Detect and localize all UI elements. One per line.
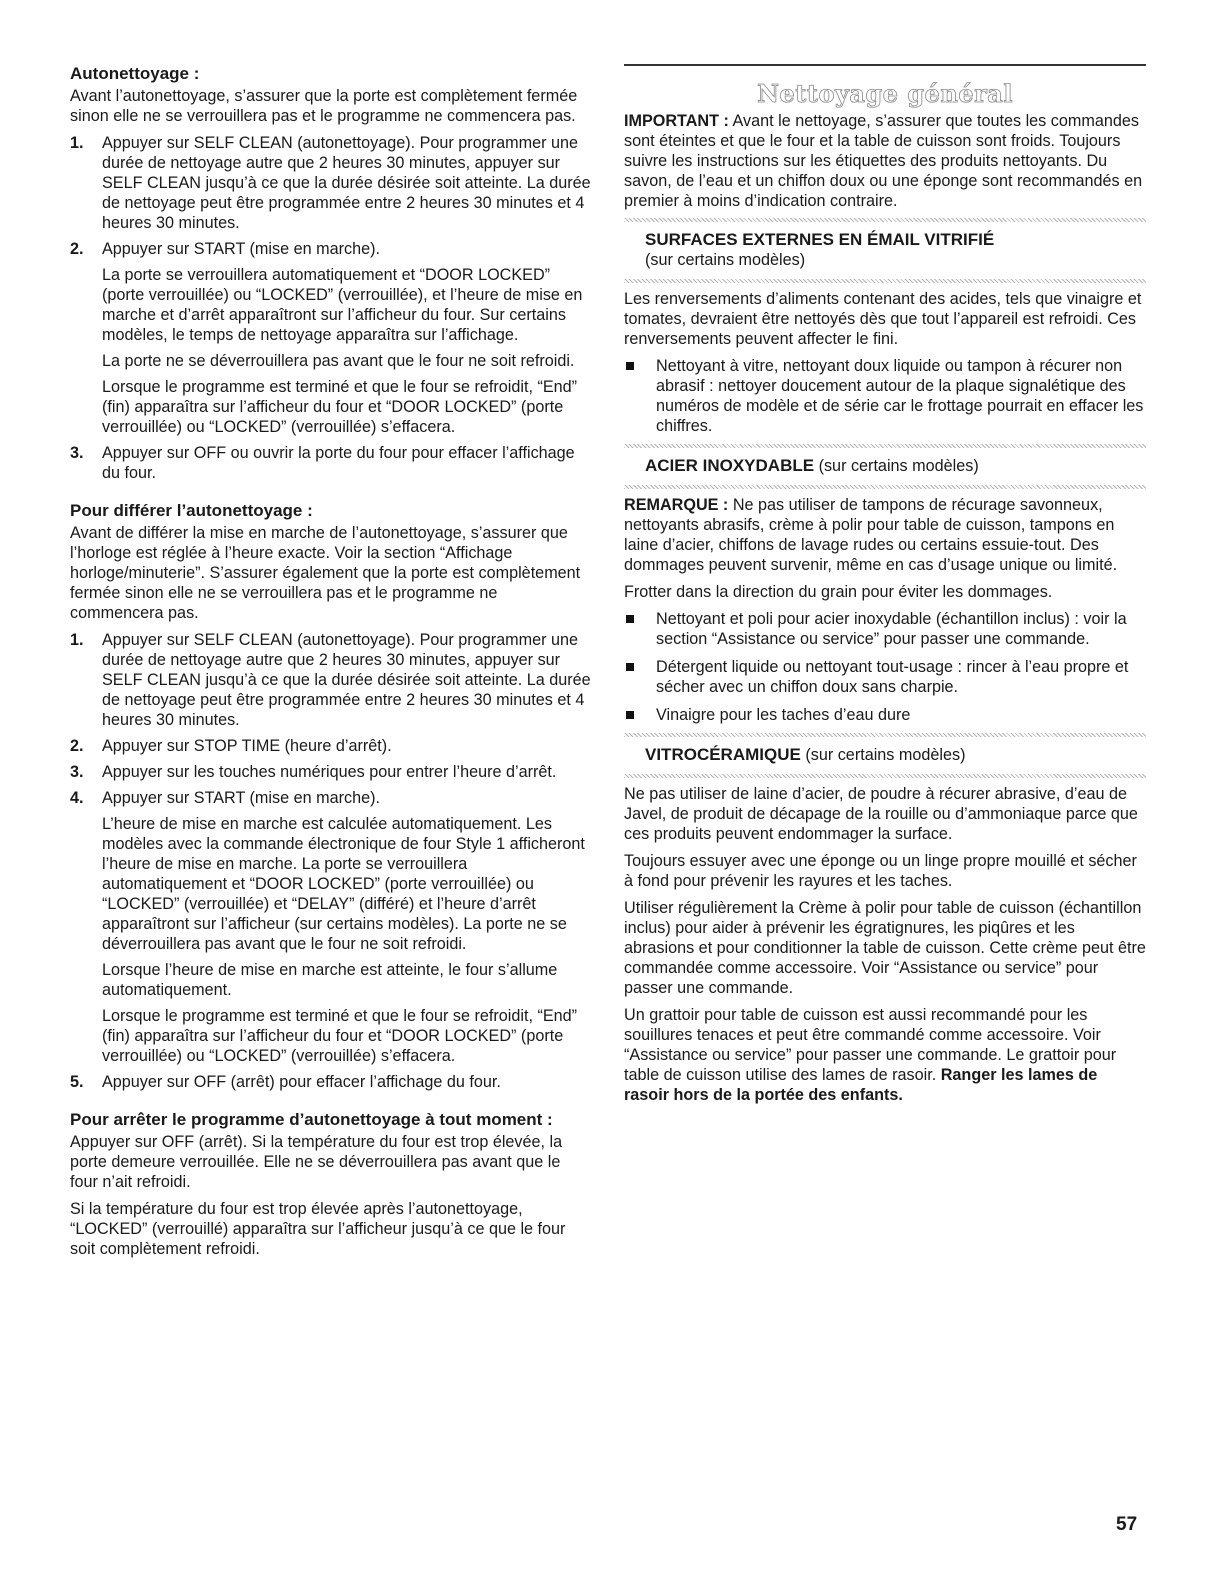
list-item (70, 736, 592, 756)
remark-note (624, 495, 1146, 575)
page-title: Nettoyage général (757, 79, 1013, 108)
paragraph: Si la température du four est trop élevée après l’autonettoyage, “LOCKED” (verrouillé) apparaîtra sur l’afficheur jusqu’à ce que le four soit complètement refroidi. (70, 1200, 566, 1258)
bullet-list (624, 356, 1146, 436)
section-heading-arreter: Pour arrêter le programme d’autonettoyage à tout moment : (70, 1110, 553, 1129)
page-number: 57 (1116, 1514, 1138, 1535)
step-number: 1. (70, 631, 84, 649)
step-number: 1. (70, 134, 84, 152)
paragraph-text: Un grattoir pour table de cuisson est aussi recommandé pour les souillures tenaces et peut être commandé comme accessoire. Voir “Assistance ou service” pour passer une commande. Le grattoir pour table de cuisson utilise des lames de rasoir. (624, 1006, 1117, 1084)
step-paragraph: L’heure de mise en marche est calculée automatiquement. Les modèles avec la commande électronique de four Style 1 afficheront l’heure de mise en marche. La porte se verrouillera automatiquement et “DOOR LOCKED” (porte verrouillée) ou “LOCKED” (verrouillée) et “DELAY” (différé) et l’heure d’arrêt apparaîtront sur l’afficheur (sur certains modèles). La porte ne se déverrouillera pas avant que le four ne soit refroidi. (102, 815, 585, 953)
paragraph: Frotter dans la direction du grain pour éviter les dommages. (624, 583, 1053, 601)
important-text: Avant le nettoyage, s’assurer que toutes les commandes sont éteintes et que le four et la table de cuisson sont froids. Toujours suivre les instructions sur les étiquettes des produits nettoyants. Du savon, de l’eau et un chiffon doux ou une éponge sont recommandés en premier à moins d’indication contraire. (624, 112, 1143, 210)
steps-list (70, 630, 592, 1092)
section-title: SURFACES EXTERNES EN ÉMAIL VITRIFIÉ (645, 230, 995, 249)
step-paragraph: Lorsque le programme est terminé et que le four se refroidit, “End” (fin) apparaîtra sur l’afficheur du four et “DOOR LOCKED” (porte verrouillée) ou “LOCKED” (verrouillée) s’effacera. (102, 1007, 578, 1065)
step-text: Appuyer sur START (mise en marche). (102, 240, 380, 258)
step-text: Appuyer sur OFF (arrêt) pour effacer l’affichage du four. (102, 1073, 501, 1091)
important-label: IMPORTANT : (624, 112, 729, 130)
paragraph: Les renversements d’aliments contenant des acides, tels que vinaigre et tomates, devraient être nettoyés dès que tout l’appareil est refroidi. Ces renversements peuvent affecter le fini. (624, 290, 1142, 348)
step-number: 3. (70, 444, 84, 462)
list-item (70, 788, 592, 1066)
top-rule (624, 64, 1146, 66)
important-note (624, 111, 1146, 211)
step-paragraph: Lorsque le programme est terminé et que le four se refroidit, “End” (fin) apparaîtra sur l’afficheur du four et “DOOR LOCKED” (porte verrouillée) ou “LOCKED” (verrouillée) s’effacera. (102, 378, 578, 436)
section-heading-autonettoyage: Autonettoyage : (70, 64, 200, 83)
section-heading-differer: Pour différer l’autonettoyage : (70, 501, 313, 520)
dotted-divider (624, 733, 1146, 737)
bullet-list (624, 609, 1146, 725)
section-header-inox (624, 454, 1146, 479)
list-item: Vinaigre pour les taches d’eau dure (624, 705, 1146, 725)
list-item: Nettoyant et poli pour acier inoxydable (échantillon inclus) : voir la section “Assistance ou service” pour passer une commande. (624, 609, 1146, 649)
dotted-divider (624, 279, 1146, 283)
section-subtitle: (sur certains modèles) (645, 251, 806, 269)
step-text: Appuyer sur START (mise en marche). (102, 789, 380, 807)
paragraph: Ne pas utiliser de laine d’acier, de poudre à récurer abrasive, d’eau de Javel, de produit de décapage de la rouille ou d’ammoniaque parce que ces produits peuvent endommager la surface. (624, 785, 1138, 843)
paragraph: Appuyer sur OFF (arrêt). Si la température du four est trop élevée, la porte demeure verrouillée. Elle ne se déverrouillera pas avant que le four n’ait refroidi. (70, 1133, 563, 1191)
remark-label: REMARQUE : (624, 496, 729, 514)
list-item (70, 133, 592, 233)
dotted-divider (624, 485, 1146, 489)
list-item (70, 762, 592, 782)
paragraph: Avant l’autonettoyage, s’assurer que la porte est complètement fermée sinon elle ne se verrouillera pas et le programme ne commencera pas. (70, 87, 578, 125)
section-title: ACIER INOXYDABLE (645, 456, 815, 475)
step-number: 3. (70, 763, 84, 781)
list-item (70, 443, 592, 483)
steps-list (70, 133, 592, 483)
paragraph (624, 1005, 1146, 1105)
step-text: Appuyer sur SELF CLEAN (autonettoyage). Pour programmer une durée de nettoyage autre que 2 heures 30 minutes, appuyer sur SELF CLEAN jusqu’à ce que la durée désirée soit atteinte. La durée de nettoyage peut être programmée entre 2 heures 30 minutes et 4 heures 30 minutes. (102, 631, 591, 729)
paragraph: Avant de différer la mise en marche de l’autonettoyage, s’assurer que l’horloge est réglée à l’heure exacte. Voir la section “Affichage horloge/minuterie”. S’assurer également que la porte est complètement fermée sinon elle ne se verrouillera pas et le programme ne commencera pas. (70, 524, 581, 622)
section-subtitle: (sur certains modèles) (800, 746, 966, 764)
list-item: Nettoyant à vitre, nettoyant doux liquide ou tampon à récurer non abrasif : nettoyer doucement autour de la plaque signalétique des numéros de modèle et de série car le frottage pourrait en effacer les chiffres. (624, 356, 1146, 436)
step-text: Appuyer sur STOP TIME (heure d’arrêt). (102, 737, 392, 755)
step-number: 4. (70, 789, 84, 807)
step-number: 2. (70, 240, 84, 258)
step-number: 2. (70, 737, 84, 755)
list-item (70, 239, 592, 437)
right-column (624, 64, 1146, 1112)
section-title: VITROCÉRAMIQUE (645, 745, 801, 764)
section-subtitle: (sur certains modèles) (814, 457, 979, 475)
list-item: Détergent liquide ou nettoyant tout-usage : rincer à l’eau propre et sécher avec un chiffon doux sans charpie. (624, 657, 1146, 697)
step-paragraph: La porte ne se déverrouillera pas avant que le four ne soit refroidi. (102, 352, 575, 370)
remark-text: Ne pas utiliser de tampons de récurage savonneux, nettoyants abrasifs, crème à polir pour table de cuisson, tampons en laine d’acier, chiffons de lavage rudes ou certains essuie-tout. Des dommages peuvent survenir, même en cas d’usage unique ou limité. (624, 496, 1118, 574)
step-paragraph: La porte se verrouillera automatiquement et “DOOR LOCKED” (porte verrouillée) ou “LOCKED” (verrouillée), et l’heure de mise en marche et d’arrêt apparaîtront sur l’afficheur du four. Sur certains modèles, le temps de nettoyage apparaîtra sur l’affichage. (102, 266, 583, 344)
step-number: 5. (70, 1073, 84, 1091)
step-paragraph: Lorsque l’heure de mise en marche est atteinte, le four s’allume automatiquement. (102, 961, 558, 999)
dotted-divider (624, 774, 1146, 778)
section-header-email (624, 228, 1146, 273)
section-header-vitro (624, 743, 1146, 768)
paragraph: Utiliser régulièrement la Crème à polir pour table de cuisson (échantillon inclus) pour aider à prévenir les égratignures, les piqûres et les abrasions et pour conditionner la table de cuisson. Cette crème peut être commandée comme accessoire. Voir “Assistance ou service” pour passer une commande. (624, 899, 1146, 997)
dotted-divider (624, 444, 1146, 448)
left-column (70, 64, 592, 1266)
paragraph: Toujours essuyer avec une éponge ou un linge propre mouillé et sécher à fond pour prévenir les rayures et les taches. (624, 852, 1137, 890)
step-text: Appuyer sur SELF CLEAN (autonettoyage). Pour programmer une durée de nettoyage autre que 2 heures 30 minutes, appuyer sur SELF CLEAN jusqu’à ce que la durée désirée soit atteinte. La durée de nettoyage peut être programmée entre 2 heures 30 minutes et 4 heures 30 minutes. (102, 134, 591, 232)
step-text: Appuyer sur OFF ou ouvrir la porte du four pour effacer l’affichage du four. (102, 444, 575, 482)
warning-text: Ranger les lames de rasoir hors de la portée des enfants. (624, 1066, 1098, 1104)
list-item (70, 630, 592, 730)
step-text: Appuyer sur les touches numériques pour entrer l’heure d’arrêt. (102, 763, 557, 781)
dotted-divider (624, 218, 1146, 222)
list-item (70, 1072, 592, 1092)
